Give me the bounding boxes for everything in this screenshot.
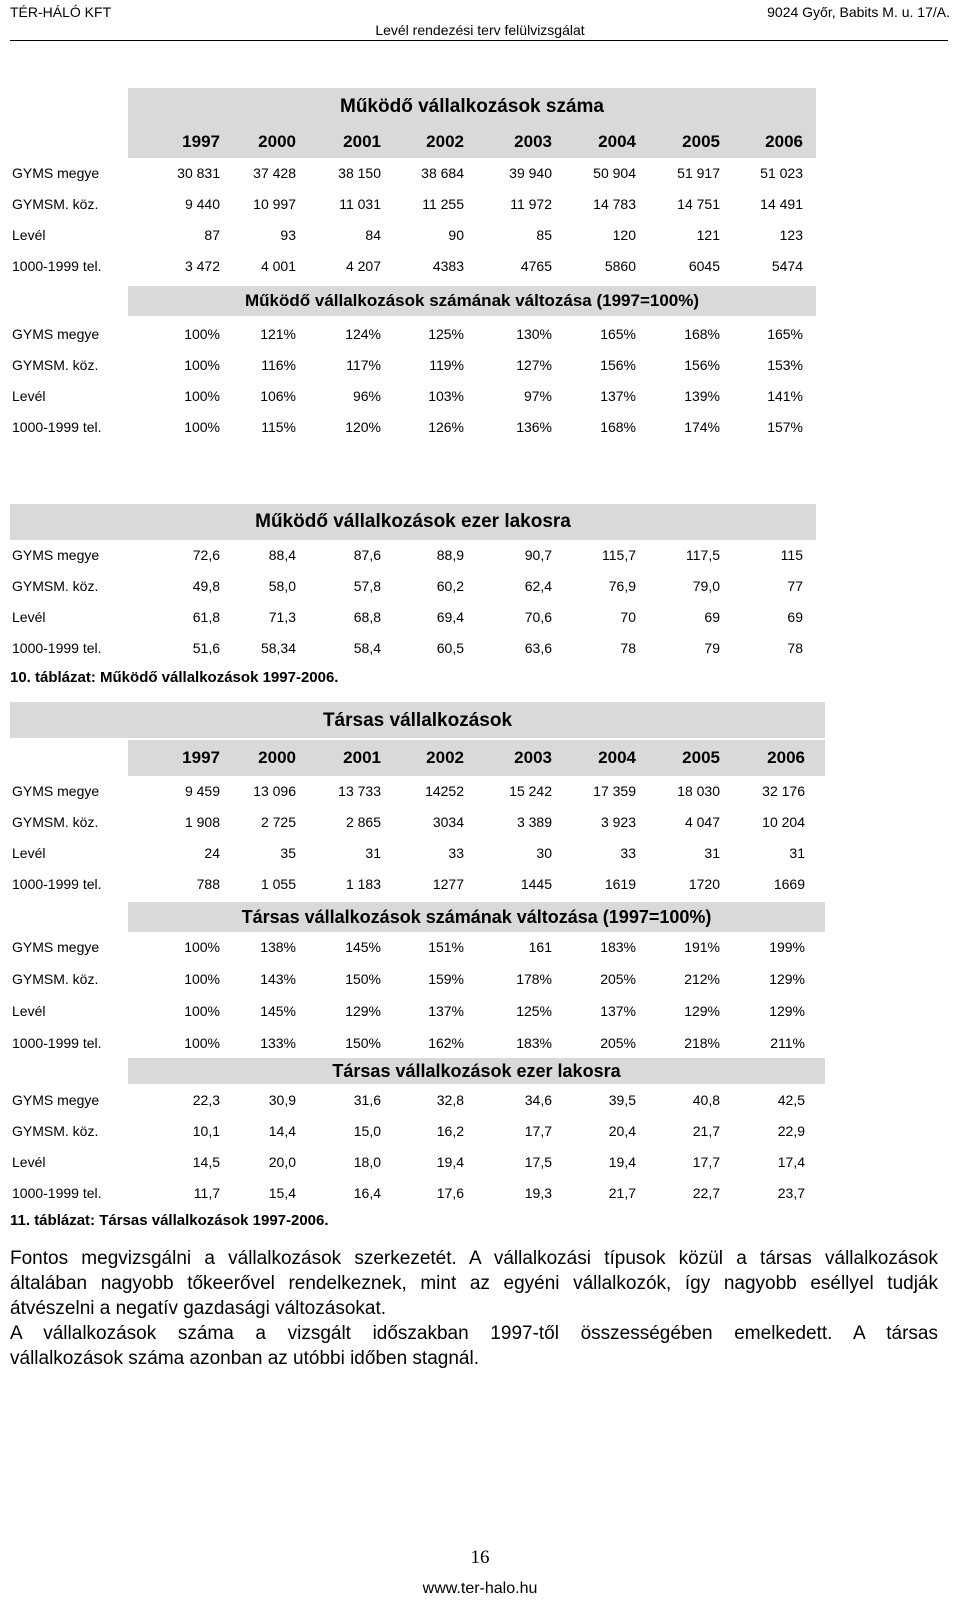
table-row (10, 1177, 948, 1209)
table-cell: 32 176 (762, 783, 805, 799)
row-label: 1000-1999 tel. (12, 258, 102, 274)
table-cell: 3 389 (516, 814, 552, 830)
table-cell: 61,8 (192, 609, 220, 625)
table-cell: 68,8 (353, 609, 381, 625)
table-cell: 10,1 (192, 1123, 220, 1139)
table-cell: 130% (516, 326, 552, 342)
table-cell: 211% (770, 1035, 805, 1051)
table-cell: 71,3 (268, 609, 296, 625)
table-cell: 19,4 (436, 1154, 464, 1170)
table-cell: 138% (260, 939, 296, 955)
table-cell: 178% (516, 971, 552, 987)
table10-title-text: Működő vállalkozások száma (340, 96, 604, 117)
table-cell: 72,6 (192, 547, 220, 563)
table-cell: 32,8 (436, 1092, 464, 1108)
row-label: GYMSM. köz. (12, 1123, 99, 1139)
row-label: Levél (12, 227, 46, 243)
row-label: 1000-1999 tel. (12, 1035, 102, 1051)
table-cell: 17,5 (524, 1154, 552, 1170)
table-row (10, 250, 948, 282)
table-row (10, 318, 948, 350)
page-number: 16 (470, 1547, 490, 1568)
table-cell: 4 207 (345, 258, 381, 274)
row-label: GYMS megye (12, 547, 100, 563)
table-cell: 84 (365, 227, 381, 243)
table-cell: 6045 (688, 258, 720, 274)
row-label: GYMS megye (12, 165, 100, 181)
paragraph-line: Fontos megvizsgálni a vállalkozások szerkezetét. A vállalkozási típusok közül a társas vállalkozások (10, 1248, 938, 1269)
table-cell: 124% (345, 326, 381, 342)
year-header-cell: 2003 (514, 748, 552, 767)
row-label: Levél (12, 609, 46, 625)
table-cell: 5474 (771, 258, 803, 274)
table-cell: 120 (612, 227, 636, 243)
table-cell: 116% (261, 357, 296, 373)
table-cell: 17,4 (777, 1154, 805, 1170)
table-cell: 30 831 (177, 165, 220, 181)
table-row (10, 411, 948, 443)
table11-year-header (10, 742, 948, 774)
row-label: 1000-1999 tel. (12, 876, 102, 892)
table-cell: 168% (684, 326, 720, 342)
table-cell: 5860 (604, 258, 636, 274)
table-cell: 87 (204, 227, 220, 243)
table-cell: 19,3 (524, 1185, 552, 1201)
table-row (10, 1115, 948, 1147)
table-cell: 1 183 (345, 876, 381, 892)
table-cell: 14 491 (760, 196, 803, 212)
table-cell: 58,0 (268, 578, 296, 594)
year-header-cell: 2000 (258, 748, 296, 767)
table11-change-title-text: Társas vállalkozások számának változása (1997=100%) (241, 907, 712, 927)
table-cell: 24 (204, 845, 220, 861)
table-cell: 16,4 (353, 1185, 381, 1201)
table-cell: 117,5 (686, 547, 720, 563)
table-cell: 88,9 (436, 547, 464, 563)
table-cell: 100% (184, 419, 220, 435)
table-cell: 129% (345, 1003, 381, 1019)
row-label: GYMS megye (12, 326, 100, 342)
table-cell: 69 (787, 609, 803, 625)
table-cell: 106% (260, 388, 296, 404)
table-cell: 15,4 (268, 1185, 296, 1201)
table-cell: 218% (684, 1035, 720, 1051)
table-cell: 115,7 (602, 547, 636, 563)
table-row (10, 601, 948, 633)
year-header-cell: 2005 (682, 132, 720, 151)
table-cell: 35 (280, 845, 296, 861)
table-cell: 788 (196, 876, 220, 892)
table-cell: 10 997 (253, 196, 296, 212)
row-label: 1000-1999 tel. (12, 1185, 102, 1201)
table-cell: 127% (516, 357, 552, 373)
table-cell: 100% (184, 1003, 220, 1019)
table-cell: 69,4 (436, 609, 464, 625)
table-row (10, 868, 948, 900)
table-cell: 22,9 (777, 1123, 805, 1139)
table-cell: 117% (346, 357, 381, 373)
table-cell: 20,0 (268, 1154, 296, 1170)
table-cell: 145% (260, 1003, 296, 1019)
table-row (10, 963, 948, 995)
table-cell: 9 459 (184, 783, 220, 799)
table-cell: 1619 (604, 876, 636, 892)
table-cell: 174% (684, 419, 720, 435)
table-cell: 129% (684, 1003, 720, 1019)
table-cell: 30,9 (268, 1092, 296, 1108)
row-label: GYMS megye (12, 939, 100, 955)
table-cell: 103% (428, 388, 464, 404)
table-cell: 119% (429, 357, 464, 373)
table-cell: 141% (767, 388, 803, 404)
paragraph-structure (10, 1246, 938, 1371)
table-row (10, 775, 948, 807)
table-cell: 77 (787, 578, 803, 594)
table-cell: 50 904 (593, 165, 636, 181)
table-cell: 15,0 (353, 1123, 381, 1139)
table-cell: 17,7 (692, 1154, 720, 1170)
table-cell: 133% (260, 1035, 296, 1051)
table-cell: 39,5 (608, 1092, 636, 1108)
table-cell: 11 031 (339, 196, 381, 212)
table-cell: 168% (600, 419, 636, 435)
table-cell: 18,0 (353, 1154, 381, 1170)
table-cell: 69 (704, 609, 720, 625)
table-cell: 1277 (432, 876, 464, 892)
row-label: GYMSM. köz. (12, 814, 99, 830)
table-cell: 60,5 (436, 640, 464, 656)
table-row (10, 539, 948, 571)
table-cell: 3 472 (184, 258, 220, 274)
table-cell: 22,3 (192, 1092, 220, 1108)
table-cell: 1 055 (260, 876, 296, 892)
table10-change-title-text: Működő vállalkozások számának változása (1997=100%) (244, 291, 700, 310)
year-header-cell: 2006 (765, 132, 803, 151)
table-cell: 199% (769, 939, 805, 955)
table-row (10, 349, 948, 381)
table-cell: 31 (365, 845, 381, 861)
table10-per-title (10, 504, 816, 540)
table-row (10, 837, 948, 869)
table-cell: 165% (600, 326, 636, 342)
year-header-cell: 2002 (426, 132, 464, 151)
table-cell: 3 923 (600, 814, 636, 830)
table-cell: 153% (767, 357, 803, 373)
table-cell: 136% (516, 419, 552, 435)
row-label: Levél (12, 388, 46, 404)
table-cell: 93 (280, 227, 296, 243)
table-cell: 137% (600, 1003, 636, 1019)
table-row (10, 219, 948, 251)
table-cell: 14 751 (677, 196, 720, 212)
row-label: GYMSM. köz. (12, 357, 99, 373)
table-cell: 63,6 (524, 640, 552, 656)
table-cell: 100% (184, 388, 220, 404)
table-cell: 4 047 (684, 814, 720, 830)
table-cell: 125% (428, 326, 464, 342)
table-cell: 125% (516, 1003, 552, 1019)
table-cell: 11,7 (193, 1185, 220, 1201)
table-cell: 2 725 (260, 814, 296, 830)
table10-per-title-text: Működő vállalkozások ezer lakosra (255, 511, 571, 532)
table-cell: 143% (260, 971, 296, 987)
table-row (10, 1146, 948, 1178)
table-cell: 38 684 (421, 165, 464, 181)
table-cell: 100% (184, 971, 220, 987)
table-row (10, 931, 948, 963)
table-cell: 78 (787, 640, 803, 656)
table-cell: 156% (684, 357, 720, 373)
year-header-cell: 2006 (767, 748, 805, 767)
table-cell: 123 (779, 227, 803, 243)
table-cell: 39 940 (509, 165, 552, 181)
table-cell: 79,0 (692, 578, 720, 594)
table-cell: 17 359 (593, 783, 636, 799)
table-cell: 85 (536, 227, 552, 243)
row-label: GYMSM. köz. (12, 578, 99, 594)
table-row (10, 995, 948, 1027)
table-cell: 14252 (425, 783, 464, 799)
table-row (10, 157, 948, 189)
year-header-cell: 1997 (182, 132, 220, 151)
table-cell: 18 030 (677, 783, 720, 799)
company-address: 9024 Győr, Babits M. u. 17/A. (767, 4, 950, 20)
paragraph-line: általában nagyobb tőkeerővel rendelkeznek, mint az egyéni vállalkozók, így nagyobb eséllyel tudják (10, 1273, 938, 1294)
table-cell: 30 (536, 845, 552, 861)
table-cell: 70 (620, 609, 636, 625)
table-cell: 15 242 (509, 783, 552, 799)
table11-title-text: Társas vállalkozások (322, 710, 513, 731)
table-cell: 145% (345, 939, 381, 955)
table-cell: 159% (428, 971, 464, 987)
table-cell: 33 (620, 845, 636, 861)
year-header-cell: 2002 (426, 748, 464, 767)
table-row (10, 188, 948, 220)
table-cell: 14 783 (593, 196, 636, 212)
paragraph-line: vállalkozások száma azonban az utóbbi időben stagnál. (10, 1348, 479, 1369)
row-label: 1000-1999 tel. (12, 640, 102, 656)
table-cell: 42,5 (777, 1092, 805, 1108)
table-cell: 100% (184, 326, 220, 342)
year-header-cell: 1997 (182, 748, 220, 767)
table-cell: 51 917 (677, 165, 720, 181)
year-header-cell: 2004 (598, 132, 636, 151)
table-cell: 121 (696, 227, 720, 243)
table-cell: 165% (767, 326, 803, 342)
table-cell: 76,9 (608, 578, 636, 594)
table-cell: 97% (523, 388, 552, 404)
table-cell: 10 204 (762, 814, 805, 830)
table-cell: 11 972 (510, 196, 552, 212)
table-cell: 183% (516, 1035, 552, 1051)
table-cell: 205% (600, 1035, 636, 1051)
table-cell: 1720 (688, 876, 720, 892)
table-cell: 11 255 (422, 196, 464, 212)
table11-per-title (128, 1058, 825, 1084)
table-cell: 90,7 (524, 547, 552, 563)
table-cell: 205% (600, 971, 636, 987)
row-label: GYMSM. köz. (12, 196, 99, 212)
table-cell: 115 (780, 547, 803, 563)
table-cell: 13 733 (338, 783, 381, 799)
table-cell: 100% (184, 357, 220, 373)
row-label: Levél (12, 845, 46, 861)
table-cell: 161 (528, 939, 552, 955)
table-cell: 33 (448, 845, 464, 861)
table10-change-title (128, 286, 816, 316)
table11-change-title (128, 902, 825, 932)
table-cell: 100% (184, 1035, 220, 1051)
year-header-cell: 2001 (343, 132, 381, 151)
table-cell: 120% (345, 419, 381, 435)
table-cell: 31 (704, 845, 720, 861)
table11-per-title-text: Társas vállalkozások ezer lakosra (332, 1061, 621, 1081)
table-cell: 212% (684, 971, 720, 987)
table-cell: 87,6 (353, 547, 381, 563)
table11-title (10, 702, 825, 738)
table-cell: 23,7 (777, 1185, 805, 1201)
table-cell: 19,4 (608, 1154, 636, 1170)
table-cell: 21,7 (608, 1185, 636, 1201)
table-row (10, 570, 948, 602)
row-label: GYMS megye (12, 1092, 100, 1108)
table-cell: 13 096 (253, 783, 296, 799)
table-cell: 1445 (520, 876, 552, 892)
table-cell: 150% (345, 971, 381, 987)
year-header-cell: 2004 (598, 748, 636, 767)
table-row (10, 632, 948, 664)
table-cell: 151% (428, 939, 464, 955)
table-cell: 139% (684, 388, 720, 404)
table-cell: 1 908 (184, 814, 220, 830)
table-cell: 21,7 (692, 1123, 720, 1139)
table-cell: 4383 (432, 258, 464, 274)
table-cell: 20,4 (608, 1123, 636, 1139)
company-name: TÉR-HÁLÓ KFT (10, 4, 112, 20)
table10-caption: 10. táblázat: Működő vállalkozások 1997-2006. (10, 669, 339, 686)
table11-caption: 11. táblázat: Társas vállalkozások 1997-2006. (10, 1212, 329, 1229)
table-row (10, 806, 948, 838)
paragraph-line: A vállalkozások száma a vizsgált időszakban 1997-től összességében emelkedett. A társas (10, 1323, 938, 1344)
table-cell: 2 865 (345, 814, 381, 830)
table-cell: 129% (769, 971, 805, 987)
table-cell: 129% (769, 1003, 805, 1019)
table-cell: 9 440 (184, 196, 220, 212)
table-cell: 100% (184, 939, 220, 955)
row-label: Levél (12, 1003, 46, 1019)
table-cell: 150% (345, 1035, 381, 1051)
table-cell: 51 023 (760, 165, 803, 181)
table-cell: 90 (448, 227, 464, 243)
table-cell: 79 (704, 640, 720, 656)
table-cell: 58,4 (353, 640, 381, 656)
table-row (10, 1084, 948, 1116)
table-cell: 70,6 (524, 609, 552, 625)
header-divider (10, 40, 948, 41)
paragraph-line: átvészelni a negatív gazdasági változásokat. (10, 1298, 387, 1319)
table-cell: 16,2 (436, 1123, 464, 1139)
table-cell: 62,4 (524, 578, 552, 594)
table-cell: 137% (600, 388, 636, 404)
table-cell: 31,6 (353, 1092, 381, 1108)
table10-year-header (10, 126, 948, 158)
table-cell: 183% (600, 939, 636, 955)
table-cell: 4 001 (260, 258, 296, 274)
table-cell: 40,8 (692, 1092, 720, 1108)
document-subtitle: Levél rendezési terv felülvizsgálat (375, 22, 585, 38)
table-cell: 60,2 (436, 578, 464, 594)
table-cell: 191% (684, 939, 720, 955)
year-header-cell: 2000 (258, 132, 296, 151)
table-cell: 137% (428, 1003, 464, 1019)
table-cell: 88,4 (268, 547, 296, 563)
table-cell: 96% (352, 388, 381, 404)
table-cell: 34,6 (524, 1092, 552, 1108)
table-cell: 49,8 (192, 578, 220, 594)
table-cell: 57,8 (353, 578, 381, 594)
table-cell: 37 428 (253, 165, 296, 181)
table-cell: 157% (767, 419, 803, 435)
table-cell: 22,7 (692, 1185, 720, 1201)
year-header-cell: 2003 (514, 132, 552, 151)
table-cell: 3034 (432, 814, 464, 830)
table-cell: 51,6 (192, 640, 220, 656)
footer-url: www.ter-halo.hu (422, 1580, 538, 1597)
table-cell: 4765 (520, 258, 552, 274)
table-cell: 156% (600, 357, 636, 373)
table-cell: 38 150 (338, 165, 381, 181)
row-label: GYMS megye (12, 783, 100, 799)
table-cell: 126% (428, 419, 464, 435)
table-cell: 14,4 (268, 1123, 296, 1139)
table-cell: 162% (428, 1035, 464, 1051)
table-cell: 17,6 (436, 1185, 464, 1201)
table-cell: 78 (620, 640, 636, 656)
table-cell: 115% (261, 419, 296, 435)
row-label: GYMSM. köz. (12, 971, 99, 987)
table-cell: 14,5 (192, 1154, 220, 1170)
year-header-cell: 2005 (682, 748, 720, 767)
row-label: Levél (12, 1154, 46, 1170)
table-cell: 31 (789, 845, 805, 861)
table-cell: 58,34 (260, 640, 296, 656)
table-row (10, 380, 948, 412)
row-label: 1000-1999 tel. (12, 419, 102, 435)
table-cell: 1669 (773, 876, 805, 892)
table-cell: 121% (260, 326, 296, 342)
year-header-cell: 2001 (343, 748, 381, 767)
table-row (10, 1027, 948, 1059)
table-cell: 17,7 (524, 1123, 552, 1139)
